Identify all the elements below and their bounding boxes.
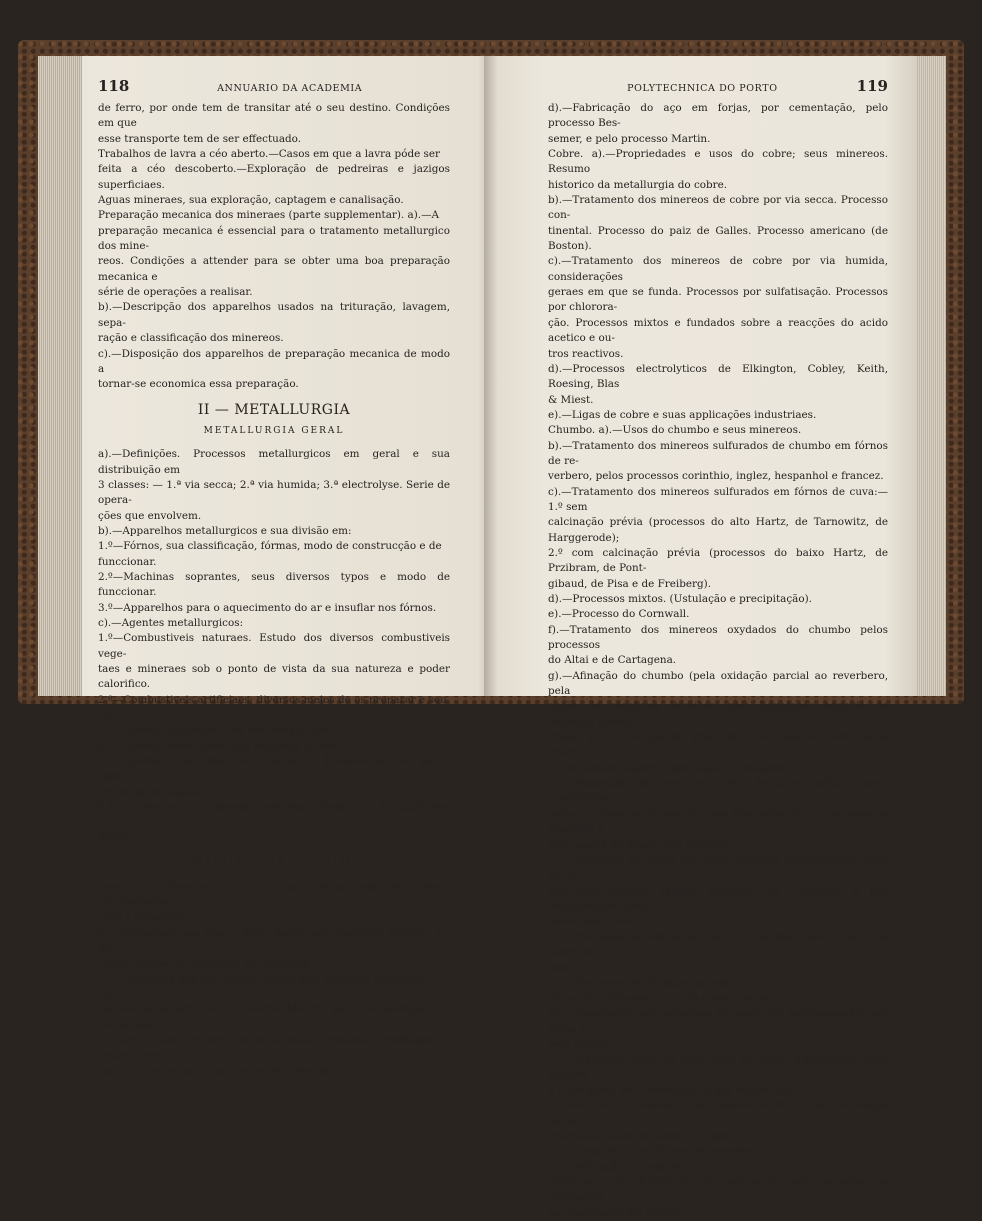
text-line: e).—Ligas de cobre e suas applicações industriaes. bbox=[548, 408, 817, 421]
text-line: acção de reactivos chimicos, pela liquatação seguida de oxidação parcial). bbox=[548, 700, 888, 728]
right-page-number: 119 bbox=[856, 77, 888, 95]
text-line: a).—Definições. Processos metallurgicos em geral e sua distribuição em bbox=[98, 448, 450, 476]
text-line: Estanho. a).—Tratamento da cassiterite em fórnos de manga pelos bbox=[548, 1099, 888, 1127]
text-line: calcinação prévia (processos do alto Hartz, de Tarnowitz, de Harggerode); bbox=[548, 516, 888, 544]
text-line: taes e mineraes sob o ponto de vista da sua natureza e poder calorifico. bbox=[98, 663, 450, 691]
text-line: c).—Agentes metallurgicos: bbox=[98, 617, 244, 629]
text-line: d).—Processos mixtos. (Ustulação e precipitação). bbox=[548, 593, 812, 605]
text-line: c).—Processos que dão o ferro ductil pelo methodo indirecto:—1.º Fu- bbox=[98, 972, 450, 1000]
left-text-block-a bbox=[98, 101, 450, 393]
text-line: verbero, pelos processos corinthio, inglez, hespanhol e francez. bbox=[548, 470, 884, 483]
text-line: Antimonio. a).—Extracção do antimonio pelo processo da liquatação bbox=[548, 1176, 888, 1204]
text-line: c).—Disposição dos apparelhos de preparação mecanica de modo a bbox=[98, 347, 450, 375]
text-line: & Miest. bbox=[548, 393, 594, 406]
text-line: ção. Processos mixtos e fundados sobre a reacções do acido acetico e ou- bbox=[548, 316, 888, 345]
open-book bbox=[18, 40, 964, 1219]
right-text-block bbox=[548, 101, 888, 1221]
text-line: b).—Tratamento dos minereos de ouro por amalgamação, por fusão e bbox=[548, 1007, 888, 1035]
subheading-especial: METALLURGIA ESPECIAL bbox=[192, 858, 355, 869]
left-text-block-b bbox=[98, 447, 450, 846]
text-line: tros reactivos. bbox=[548, 347, 624, 360]
text-line: do Altai e de Cartagena. bbox=[548, 654, 677, 667]
text-line: geraes em que se funda. Processos por sulfatisação. Processos por chlorora- bbox=[548, 286, 888, 314]
text-line: 6.º—Fundentes; sua theoria e emprego. Productos da acção dos fun- bbox=[98, 801, 450, 829]
text-line: c).—Extracção da prata dos seus minereos propriamente ditos por fu- bbox=[548, 853, 888, 882]
right-page-edge bbox=[916, 56, 946, 696]
text-line: em cadinhos e em fórnos. bbox=[548, 1206, 683, 1219]
text-line: processos saxão, bohemio, e inglez. bbox=[548, 1130, 736, 1143]
left-running-head bbox=[98, 79, 450, 101]
text-line: Ferro. a).—Resumo historico da metallurgia do ferro; propriedades, bbox=[98, 880, 450, 908]
text-line: dentes. bbox=[98, 831, 137, 844]
text-line: cesso catalão; 2.º processo de Finlandia. bbox=[98, 957, 313, 970]
text-line: b).—Tratamento dos minereos sulfurados de chumbo em fórnos de re- bbox=[548, 439, 888, 467]
text-line: 2.º com calcinação prévia (processos do baixo Hartz, de Przibram, de Pont- bbox=[548, 546, 888, 575]
text-line: c).—Separação final do ouro pelo sulfureto d'antimonio, pelo enxofre bbox=[548, 1053, 888, 1081]
text-line: c).—Refinação do estanho. bbox=[548, 1160, 688, 1173]
text-line: feita a céo descoberto.—Exploração de pedreiras e jazigos superficiaes. bbox=[98, 163, 450, 191]
text-line: pea e americana). bbox=[548, 915, 643, 928]
text-line: c).—Tratamento dos minereos de cobre por via humida, considerações bbox=[548, 255, 888, 283]
right-running-title: POLYTECHNICA DO PORTO bbox=[627, 83, 778, 94]
text-line: canica. Fórnos rotatorios de Danks e Pernot. bbox=[98, 1064, 334, 1077]
text-line: Prata. a).—Extracção da prata dos chumbos de obra pelos proces- bbox=[548, 731, 888, 759]
text-line: são nos altos fórnos e sua theoria. Marcha geral da operação. 2.º Conversão bbox=[98, 1003, 450, 1031]
text-line: ções que envolvem. bbox=[98, 509, 202, 522]
text-line: 3.º—Agentes oxidantes, sua natureza e usos. bbox=[98, 724, 335, 737]
text-line: pelo chloro. bbox=[548, 1037, 611, 1050]
text-line: de ferro, por onde tem de transitar até o seu destino. Condições em que bbox=[98, 102, 450, 130]
right-page-content bbox=[548, 79, 888, 1221]
right-page bbox=[484, 56, 946, 1219]
text-line: e).—Processos de afinação da prata. bbox=[548, 976, 739, 989]
text-line: d).—Processos de extracção por via humida, taes como o de Joachims- bbox=[548, 930, 888, 958]
subheading-geral: METALLURGIA GERAL bbox=[203, 425, 345, 436]
text-line: Ziervogel e de dissolução directa). bbox=[548, 838, 730, 851]
text-line: preparação mecanica é essencial para o tratamento metallurgico dos mine- bbox=[98, 224, 450, 253]
text-line: Ouro. a).—Minereos de ouro e seus jasigos. bbox=[548, 991, 778, 1004]
text-line: e lithargyrio, por cimentação e por inquartação. bbox=[548, 1084, 802, 1096]
text-line: Trabalhos de lavra a céo aberto.—Casos em que a lavra póde ser bbox=[98, 148, 441, 161]
text-line: são com chumbo (antigo processo de Freiberg), e por amalgamação (euro- bbox=[548, 884, 888, 912]
text-line: b).—Tratamento em fórnos de reverbero. bbox=[548, 1145, 765, 1158]
text-line: ração e classificação dos minereos. bbox=[98, 332, 284, 345]
text-line: Chumbo. a).—Usos do chumbo e seus minereos. bbox=[548, 424, 802, 437]
text-line: b).—Descripção dos apparelhos usados na trituração, lavagem, sepa- bbox=[98, 301, 450, 329]
text-line: uso. bbox=[98, 709, 120, 722]
text-line: do ferro coado em ferro doce. Afinação franceza. Puddlagem a braço e me- bbox=[98, 1033, 450, 1062]
text-line: tinental. Processo do paiz de Galles. Processo americano (de Boston). bbox=[548, 224, 888, 253]
left-page-content bbox=[98, 79, 450, 1079]
text-line: tes de gazeificação. bbox=[98, 785, 202, 798]
text-line: 3 classes: — 1.ª via secca; 2.ª via humida; 3.ª electrolyse. Serie de opera- bbox=[98, 478, 450, 507]
text-line: 2.º—Combustiveis artificiaes; diversos meios de os preparar e seu bbox=[98, 693, 447, 706]
text-line: sos de patinsonagem, copellação e zincagem. bbox=[548, 761, 788, 774]
text-line: b).—Tratamento dos minereos de cobre por via secca. Processo con- bbox=[548, 194, 888, 222]
text-line: funccionar. bbox=[98, 555, 157, 568]
text-line: b).—Separação da prata no cobre bruto e mattas cupro-argentiferas bbox=[548, 777, 888, 805]
text-line: 3.º—Apparelhos para o aquecimento do ar e insuflar nos fórnos. bbox=[98, 601, 437, 614]
text-line: d).—Processos electrolyticos de Elkington, Cobley, Keith, Roesing, Blas bbox=[548, 362, 888, 391]
left-page-edge bbox=[38, 56, 82, 696]
text-line: Preparação mecanica dos mineraes (parte supplementar). a).—A bbox=[98, 209, 439, 222]
text-line: e).—Processo do Cornwall. bbox=[548, 608, 690, 621]
text-line: thal. bbox=[548, 961, 572, 974]
text-line: esse transporte tem de ser effectuado. bbox=[98, 132, 302, 145]
text-line: b).—Apparelhos metallurgicos e sua divisão em: bbox=[98, 524, 352, 537]
text-line: Aguas mineraes, sua exploração, captagem e canalisação. bbox=[98, 194, 404, 207]
left-page bbox=[38, 56, 495, 1077]
text-line: tornar-se economica essa preparação. bbox=[98, 378, 299, 391]
text-line: reos. Condições a attender para se obter uma boa preparação mecanica e bbox=[98, 255, 450, 283]
text-line: série de operações a realisar. bbox=[98, 286, 253, 299]
text-line: historico da metallurgia do cobre. bbox=[548, 178, 728, 191]
section-heading: II — METALLURGIA bbox=[197, 401, 351, 418]
text-line: 2.º—Machinas soprantes, seus diversos typos e modo de funccionar. bbox=[98, 570, 450, 599]
right-running-head bbox=[548, 79, 888, 101]
text-line: g).—Afinação do chumbo (pela oxidação parcial ao reverbero, pela bbox=[548, 669, 888, 698]
text-line: 4.º—Agentes reductores, sua natureza e usos. bbox=[98, 739, 341, 752]
text-line: Cobre. a).—Propriedades e usos do cobre; seus minereos. Resumo bbox=[548, 148, 888, 176]
text-line: 1.º—Combustiveis naturaes. Estudo dos diversos combustiveis vege- bbox=[98, 632, 450, 660]
text-line: d).—Fabricação do aço em forjas, por cementação, pelo processo Bes- bbox=[548, 102, 888, 130]
text-line: b).—Processos que dão o ferro ductil pelo methodo directo: 1.º pro- bbox=[98, 926, 450, 954]
text-line: 5.º—Agentes chlorantes, sulfurantes e dissolventes em geral; agen- bbox=[98, 755, 450, 783]
text-line: 1.º—Fórnos, sua classificação, fórmas, modo de construcção e de bbox=[98, 540, 442, 553]
text-line: gibaud, de Pisa e de Freiberg). bbox=[548, 577, 711, 590]
text-line: (pelo processo de liquatação, pela amalgamação, e processos de Augustin e bbox=[548, 807, 888, 836]
text-line: semer, e pelo processo Martin. bbox=[548, 132, 711, 145]
left-page-number: 118 bbox=[98, 77, 130, 95]
text-line: f).—Tratamento dos minereos oxydados do chumbo pelos processos bbox=[548, 623, 888, 652]
left-text-block-c bbox=[98, 880, 450, 1079]
left-running-title: ANNUARIO DA ACADEMIA bbox=[217, 83, 363, 94]
text-line: usos e minereos. bbox=[98, 911, 187, 924]
text-line: c).—Tratamento dos minereos sulfurados em fórnos de cuva:—1.º sem bbox=[548, 485, 888, 513]
